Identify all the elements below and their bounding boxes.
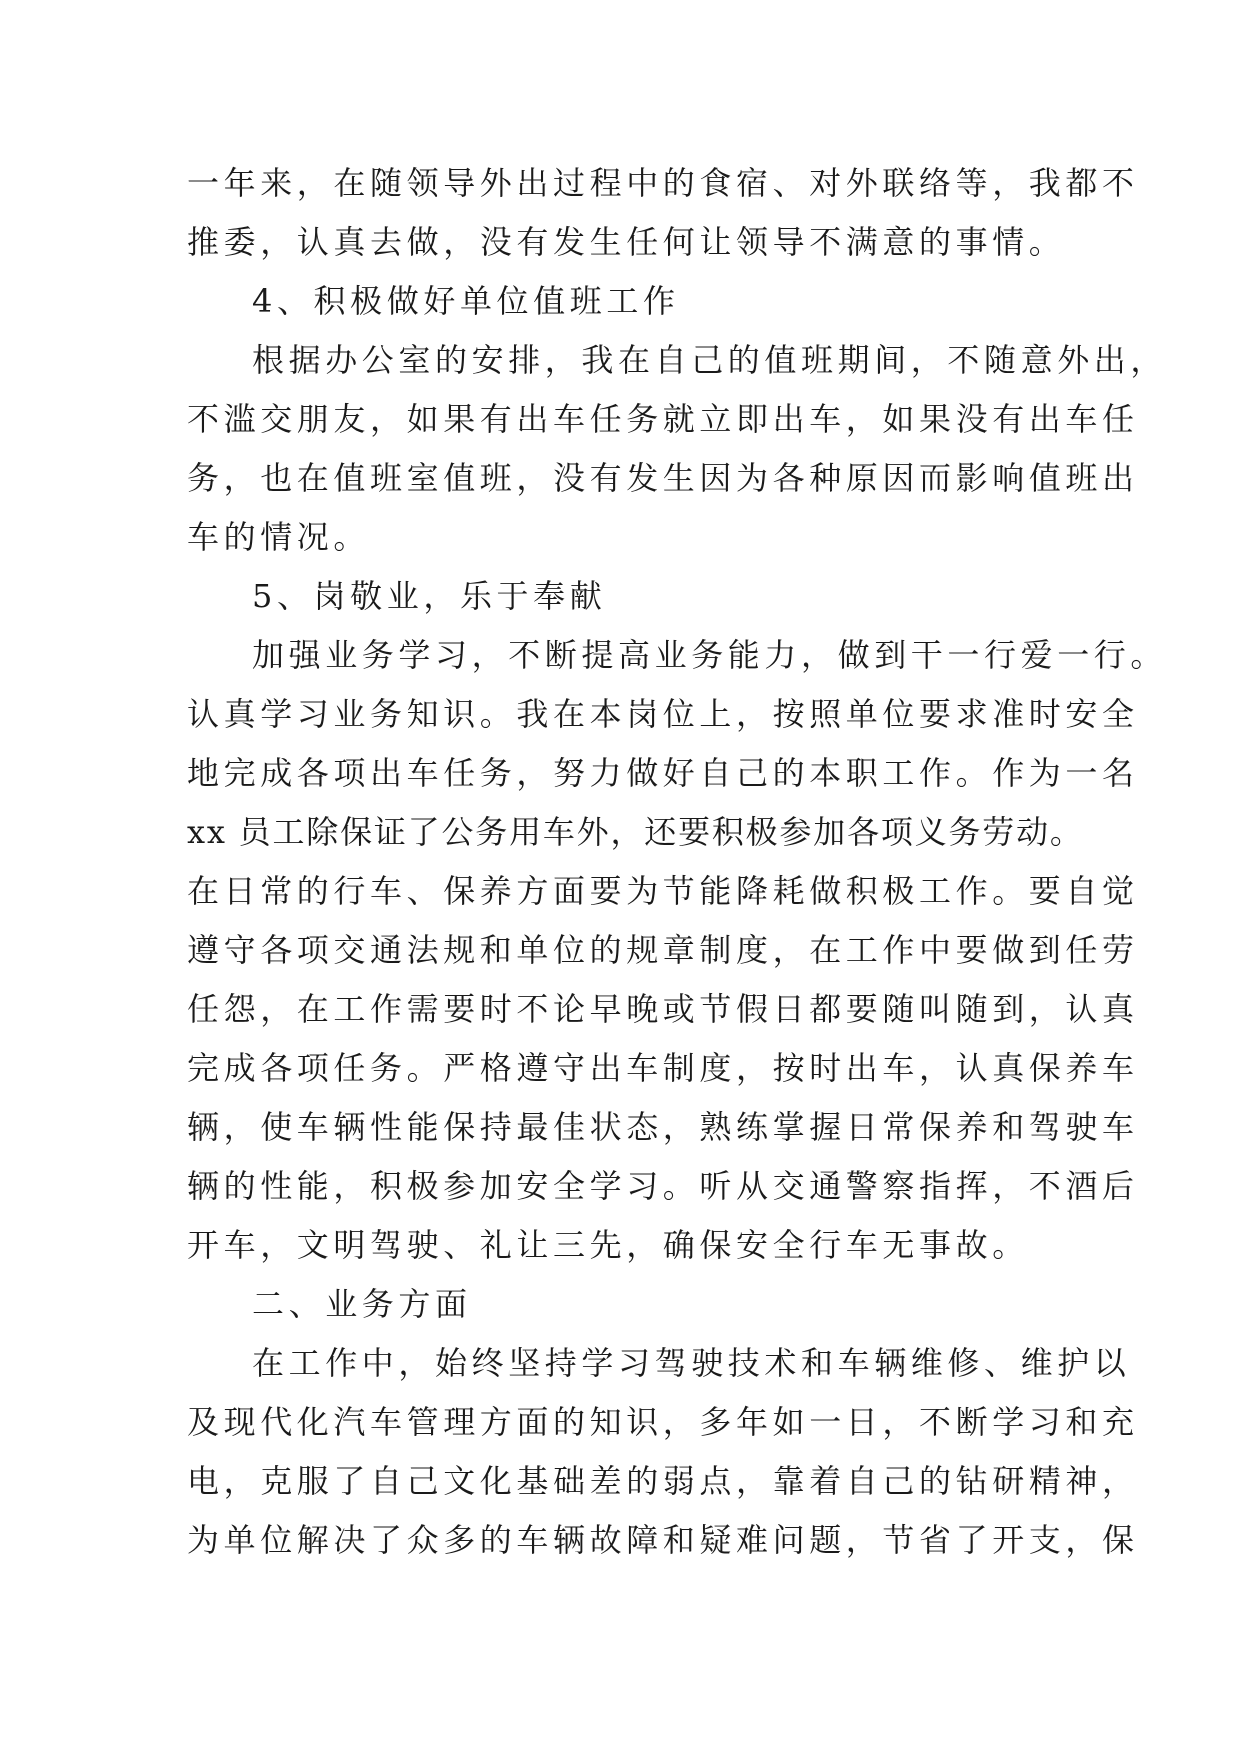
document-body bbox=[187, 154, 1168, 1570]
text-line: 推委，认真去做，没有发生任何让领导不满意的事情。 bbox=[187, 223, 1066, 261]
text-line: 地完成各项出车任务，努力做好自己的本职工作。作为一名 bbox=[187, 754, 1139, 792]
text-line: 开车，文明驾驶、礼让三先，确保安全行车无事故。 bbox=[187, 1226, 1029, 1264]
text-line: 辆的性能，积极参加安全学习。听从交通警察指挥，不酒后 bbox=[187, 1167, 1139, 1205]
text-line: 认真学习业务知识。我在本岗位上，按照单位要求准时安全 bbox=[187, 695, 1139, 733]
text-line: 在日常的行车、保养方面要为节能降耗做积极工作。要自觉 bbox=[187, 872, 1139, 910]
text-line: 4、积极做好单位值班工作 bbox=[252, 282, 680, 320]
text-line: 在工作中，始终坚持学习驾驶技术和车辆维修、维护以 bbox=[252, 1344, 1131, 1382]
text-line: 任怨，在工作需要时不论早晚或节假日都要随叫随到，认真 bbox=[187, 990, 1139, 1028]
text-line: 为单位解决了众多的车辆故障和疑难问题，节省了开支，保 bbox=[187, 1521, 1139, 1559]
text-line: 遵守各项交通法规和单位的规章制度，在工作中要做到任劳 bbox=[187, 931, 1139, 969]
text-line: xx 员工除保证了公务用车外，还要积极参加各项义务劳动。 bbox=[187, 813, 1084, 851]
text-line: 根据办公室的安排，我在自己的值班期间，不随意外出， bbox=[252, 341, 1168, 379]
text-line: 及现代化汽车管理方面的知识，多年如一日，不断学习和充 bbox=[187, 1403, 1139, 1441]
text-line: 电，克服了自己文化基础差的弱点，靠着自己的钻研精神， bbox=[187, 1462, 1139, 1500]
text-line: 一年来，在随领导外出过程中的食宿、对外联络等，我都不 bbox=[187, 164, 1139, 202]
text-line: 不滥交朋友，如果有出车任务就立即出车，如果没有出车任 bbox=[187, 400, 1139, 438]
text-line: 二、业务方面 bbox=[252, 1285, 472, 1323]
text-line: 车的情况。 bbox=[187, 518, 371, 556]
text-line: 辆，使车辆性能保持最佳状态，熟练掌握日常保养和驾驶车 bbox=[187, 1108, 1139, 1146]
text-line: 务，也在值班室值班，没有发生因为各种原因而影响值班出 bbox=[187, 459, 1139, 497]
text-line: 5、岗敬业，乐于奉献 bbox=[252, 577, 607, 615]
text-line: 加强业务学习，不断提高业务能力，做到干一行爱一行。 bbox=[252, 636, 1168, 674]
text-line: 完成各项任务。严格遵守出车制度，按时出车，认真保养车 bbox=[187, 1049, 1139, 1087]
